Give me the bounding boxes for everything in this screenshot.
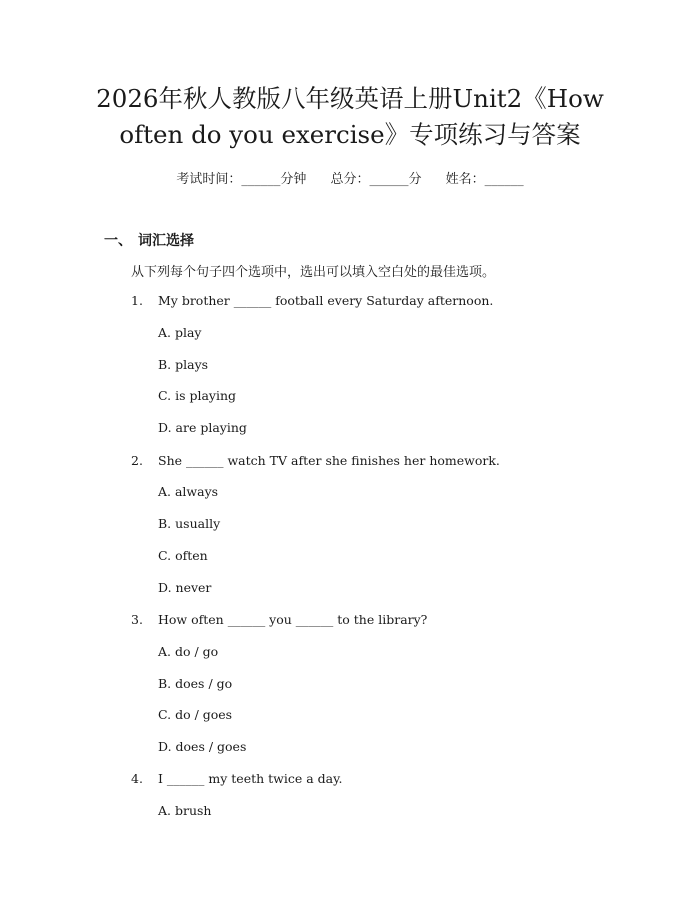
title-line-2: often do you exercise》专项练习与答案 — [119, 120, 581, 149]
question-text: I ______ my teeth twice a day. — [158, 771, 343, 786]
section-instruction: 从下列每个句子四个选项中，选出可以填入空白处的最佳选项。 — [131, 265, 496, 280]
option: D. never — [158, 580, 212, 595]
question-number: 1. — [131, 293, 143, 308]
question-number: 3. — [131, 612, 143, 627]
option: C. do / goes — [158, 707, 233, 722]
question-text: My brother ______ football every Saturday afternoon. — [158, 293, 494, 308]
section-title: 词汇选择 — [138, 233, 194, 249]
option: C. is playing — [158, 388, 237, 403]
option: A. brush — [158, 803, 212, 818]
option: A. do / go — [158, 644, 219, 659]
option: C. often — [158, 548, 208, 563]
option: D. does / goes — [158, 739, 247, 754]
exam-score: 总分：______分 — [330, 172, 422, 187]
question-text: How often ______ you ______ to the library? — [158, 612, 428, 627]
option: B. does / go — [158, 676, 233, 691]
question — [131, 771, 343, 786]
question-number: 2. — [131, 453, 143, 468]
page-title — [60, 81, 640, 153]
question — [131, 453, 500, 468]
section-number: 一、 — [104, 233, 132, 249]
exam-meta — [0, 168, 700, 187]
option: D. are playing — [158, 420, 247, 435]
title-line-1: 2026年秋人教版八年级英语上册Unit2《How — [96, 84, 604, 113]
option: B. usually — [158, 516, 221, 531]
question — [131, 293, 493, 308]
question-text: She ______ watch TV after she finishes her homework. — [158, 453, 500, 468]
option: B. plays — [158, 357, 209, 372]
section-heading — [104, 230, 194, 250]
student-name: 姓名：______ — [445, 172, 524, 187]
option: A. always — [158, 484, 219, 499]
exam-time: 考试时间：______分钟 — [176, 172, 307, 187]
option: A. play — [158, 325, 202, 340]
question-number: 4. — [131, 771, 143, 786]
question — [131, 612, 427, 627]
